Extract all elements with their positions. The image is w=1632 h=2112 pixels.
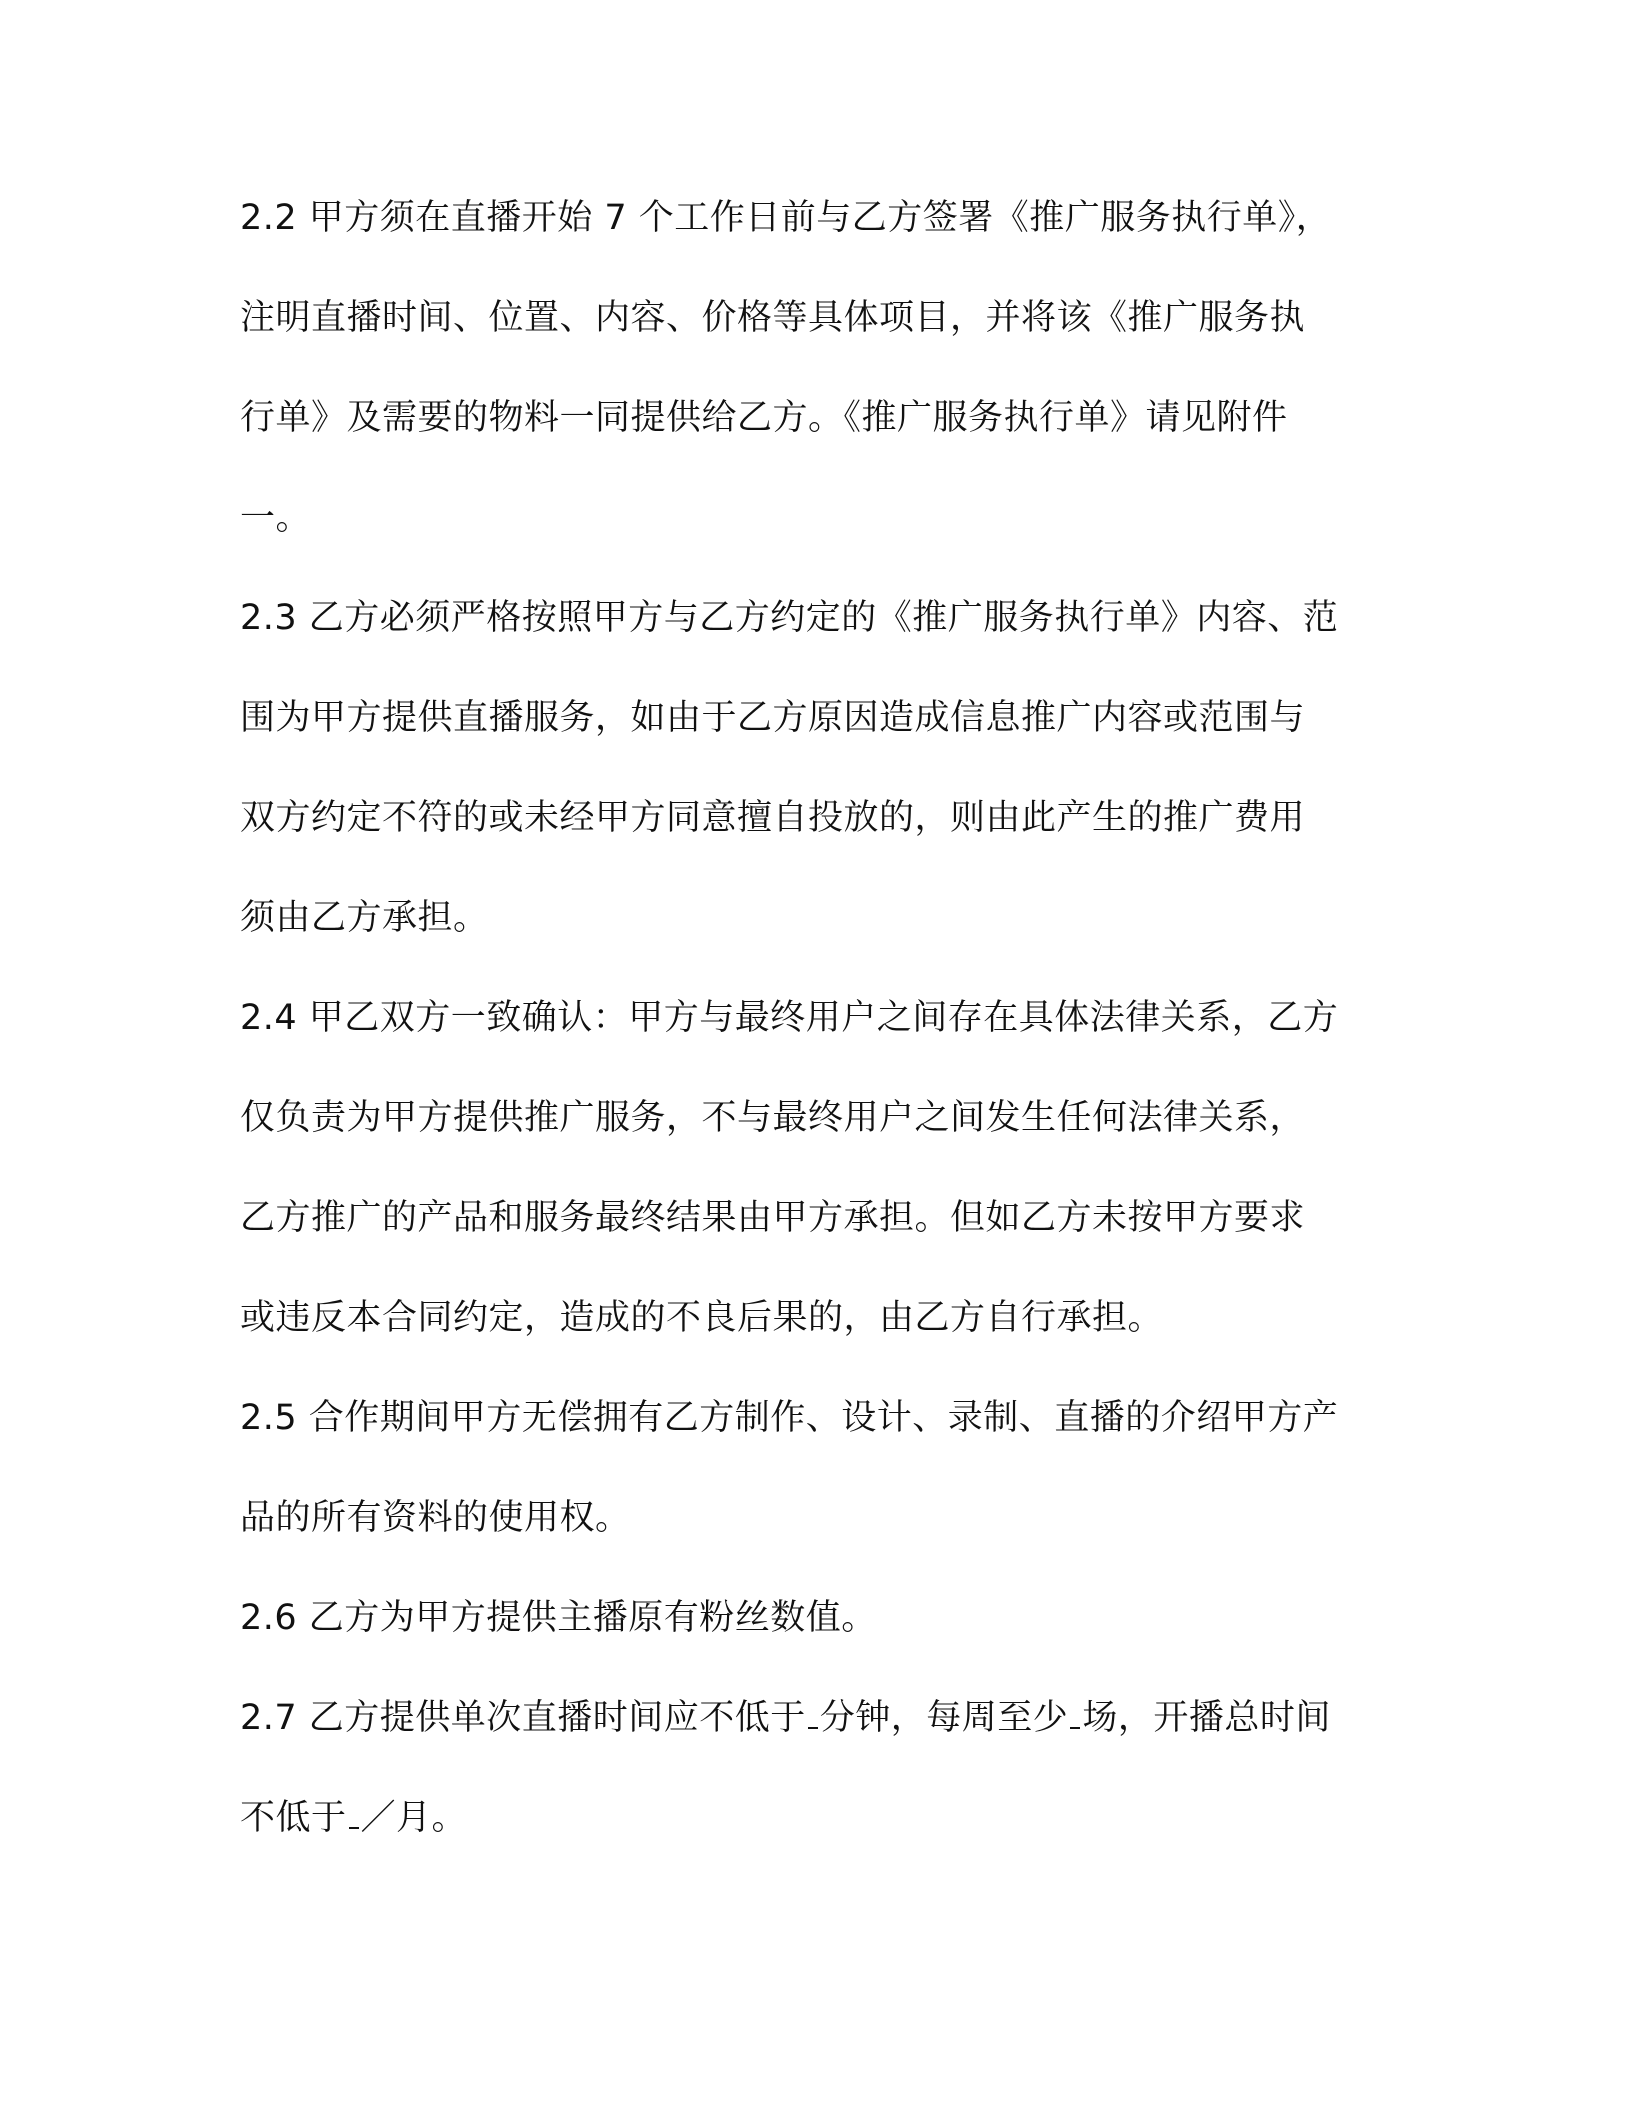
clause-2-4-line-4: 或违反本合同约定，造成的不良后果的，由乙方自行承担。 <box>240 1298 1164 1338</box>
clause-2-2-line-1: 2.2 甲方须在直播开始 7 个工作日前与乙方签署《推广服务执行单》， <box>240 198 1332 238</box>
clause-2-7-text-d: 不低于 <box>240 1798 347 1838</box>
clause-2-5-line-1: 2.5 合作期间甲方无偿拥有乙方制作、设计、录制、直播的介绍甲方产 <box>240 1398 1339 1438</box>
clause-2-3-line-4: 须由乙方承担。 <box>240 898 489 938</box>
clause-2-2-line-4: 一。 <box>240 498 312 538</box>
total-time-blank <box>349 1797 359 1829</box>
clause-2-3-line-2: 围为甲方提供直播服务，如由于乙方原因造成信息推广内容或范围与 <box>240 698 1306 738</box>
clause-2-7-line-2 <box>240 1793 467 1843</box>
clause-2-4-line-3: 乙方推广的产品和服务最终结果由甲方承担。但如乙方未按甲方要求 <box>240 1198 1306 1238</box>
clause-2-7-text-b: 分钟，每周至少 <box>819 1698 1069 1738</box>
sessions-blank <box>1070 1697 1080 1729</box>
clause-2-5-line-2: 品的所有资料的使用权。 <box>240 1498 631 1538</box>
clause-2-2-line-2: 注明直播时间、位置、内容、价格等具体项目，并将该《推广服务执 <box>240 298 1306 338</box>
clause-2-4-line-1: 2.4 甲乙双方一致确认：甲方与最终用户之间存在具体法律关系，乙方 <box>240 998 1339 1038</box>
clause-2-4-line-2: 仅负责为甲方提供推广服务，不与最终用户之间发生任何法律关系， <box>240 1098 1306 1138</box>
clause-2-7-text-a: 2.7 乙方提供单次直播时间应不低于 <box>240 1698 806 1738</box>
clause-2-7-line-1 <box>240 1693 1331 1743</box>
clause-2-2-line-3: 行单》及需要的物料一同提供给乙方。《推广服务执行单》请见附件 <box>240 398 1288 438</box>
clause-2-7-text-e: ／月。 <box>360 1798 468 1838</box>
clause-2-3-line-3: 双方约定不符的或未经甲方同意擅自投放的，则由此产生的推广费用 <box>240 798 1306 838</box>
clause-2-7-text-c: 场，开播总时间 <box>1082 1698 1331 1738</box>
minutes-blank <box>808 1697 818 1729</box>
clause-2-6-line-1: 2.6 乙方为甲方提供主播原有粉丝数值。 <box>240 1598 877 1638</box>
clause-2-3-line-1: 2.3 乙方必须严格按照甲方与乙方约定的《推广服务执行单》内容、范 <box>240 598 1339 638</box>
